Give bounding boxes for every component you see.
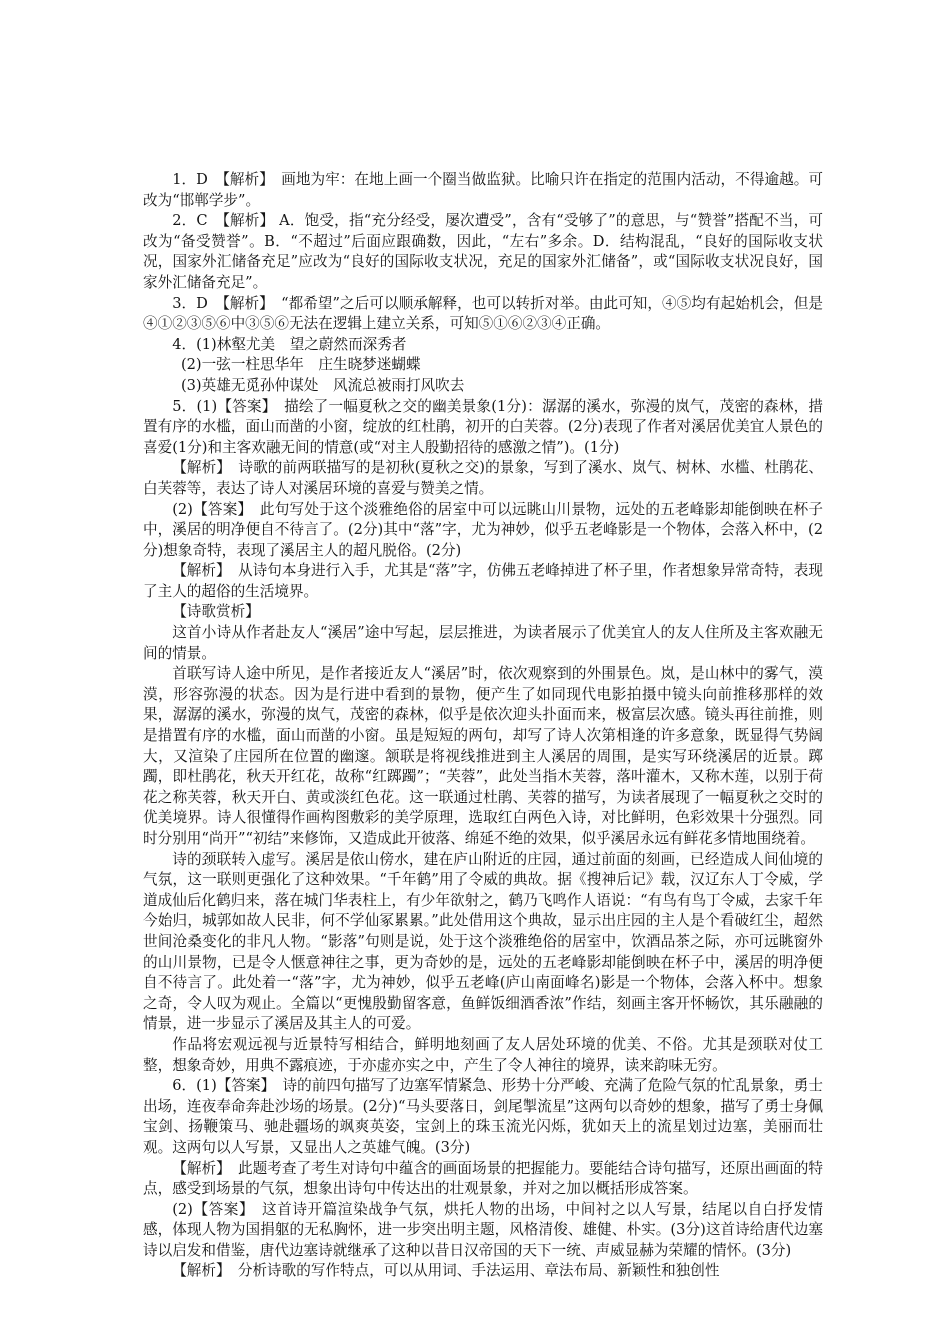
answer-5-1-analysis: 【解析】 诗歌的前两联描写的是初秋(夏秋之交)的景象，写到了溪水、岚气、树林、水槛、杜鹃花、白芙蓉等，表达了诗人对溪居环境的喜爱与赞美之情。: [143, 459, 823, 497]
answer-6-2-analysis: 【解析】 分析诗歌的写作特点，可以从用词、手法运用、章法布局、新颖性和独创性: [172, 1262, 720, 1280]
answer-3: 3．D 【解析】 “都希望”之后可以顺承解释，也可以转折对举。由此可知，④⑤均有起始机会，但是④①②③⑤⑥中③⑤⑥无法在逻辑上建立关系，可知⑤①⑥②③④正确。: [143, 294, 823, 333]
poem-appreciation-heading: 【诗歌赏析】: [172, 603, 260, 621]
answer-6-2: (2)【答案】 这首诗开篇渲染战争气氛，烘托人物的出场，中间衬之以人写景，结尾以自白抒发情感，体现人物为国捐躯的无私胸怀，进一步突出明主题，风格清俊、雄健、朴实。(3分)这首诗给唐代边塞诗以启发和借鉴，唐代边塞诗就继承了这种以昔日汉帝国的天下一统、声威显赫为荣耀的情怀。(3分): [143, 1200, 823, 1259]
answer-4-line-2: (2)一弦一柱思华年 庄生晓梦迷蝴蝶: [180, 356, 421, 374]
answer-5-2-analysis: 【解析】 从诗句本身进行入手，尤其是“落”字，仿佛五老峰掉进了杯子里，作者想象异常奇特，表现了主人的超俗的生活境界。: [143, 562, 823, 600]
appreciation-third-couplet: 诗的颈联转入虚写。溪居是依山傍水，建在庐山附近的庄园，通过前面的刻画，已经造成人间仙境的气氛，这一联则更强化了这种效果。“千年鹤”用了令威的典故。据《搜神后记》载，汉辽东人丁令威，学道成仙后化鹤归来，落在城门华表柱上，有少年欲射之，鹤乃飞鸣作人语说：“有鸟有鸟丁令威，去家千年今始归，城郭如故人民非，何不学仙冢累累。”此处借用这个典故，显示出庄园的主人是个看破红尘，超然世间沧桑变化的非凡人物。“影落”句则是说，处于这个淡雅绝俗的居室中，饮酒品茶之际，亦可远眺窗外的山川景物，已是令人惬意神往之事，更为奇妙的是，远处的五老峰影却能倒映在杯子中，溪居的明净便自不待言了。此处着一“落”字，尤为神妙，似乎五老峰(庐山南面峰名)影是一个物体，会落入杯中。想象之奇，令人叹为观止。全篇以“更愧殷勤留客意，鱼鲜饭细酒香浓”作结，刻画主客开怀畅饮，其乐融融的情景，进一步显示了溪居及其主人的可爱。: [143, 850, 823, 1033]
appreciation-intro: 这首小诗从作者赴友人“溪居”途中写起，层层推进，为读者展示了优美宜人的友人住所及主客欢融无间的情景。: [143, 624, 823, 662]
answer-2: 2．C 【解析】 A．饱受，指“充分经受，屡次遭受”，含有“受够了”的意思，与“赞誉”搭配不当，可改为“备受赞誉”。B．“不超过”后面应跟确数，因此，“左右”多余。D．结构混乱，“良好的国际收支状况，国家外汇储备充足”应改为“良好的国际收支状况，充足的国家外汇储备”，或“国际收支状况良好，国家外汇储备充足”。: [143, 212, 823, 291]
answer-4-line-1: 4．(1)林壑尤美 望之蔚然而深秀者: [172, 335, 407, 353]
answer-5-1: 5．(1)【答案】 描绘了一幅夏秋之交的幽美景象(1分)：潺潺的溪水，弥漫的岚气，茂密的森林，措置有序的水槛，面山而凿的小窗，绽放的红杜鹃，初开的白芙蓉。(2分)表现了作者对溪居优美宜人景色的喜爱(1分)和主客欢融无间的情意(或“对主人殷勤招待的感激之情”)。(1分): [143, 397, 823, 456]
answer-6-1-analysis: 【解析】 此题考查了考生对诗句中蕴含的画面场景的把握能力。要能结合诗句描写，还原出画面的特点，感受到场景的气氛，想象出诗句中传达出的壮观景象，并对之加以概括形成答案。: [143, 1159, 823, 1198]
appreciation-summary: 作品将宏观远视与近景特写相结合，鲜明地刻画了友人居处环境的优美、不俗。尤其是颈联对仗工整，想象奇妙，用典不露痕迹，于亦虚亦实之中，产生了令人神往的境界，读来韵味无穷。: [143, 1035, 823, 1074]
appreciation-first-couplet: 首联写诗人途中所见，是作者接近友人“溪居”时，依次观察到的外围景色。岚，是山林中的雾气，漠漠，形容弥漫的状态。因为是行进中看到的景物，便产生了如同现代电影拍摄中镜头向前推移那样的效果，潺潺的溪水，弥漫的岚气，茂密的森林，似乎是依次迎头扑面而来，极富层次感。镜头再往前推，则是措置有序的水槛，面山而凿的小窗。虽是短短的两句，却写了诗人次第相逢的许多意象，既显得气势阔大，又渲染了庄园所在位置的幽邃。颔联是将视线推进到主人溪居的周围，是实写环绕溪居的近景。踯躅，即杜鹃花，秋天开红花，故称“红踯躅”；“芙蓉”，此处当指木芙蓉，落叶灌木，又称木莲，以别于荷花之称芙蓉，秋天开白、黄或淡红色花。这一联通过杜鹃、芙蓉的描写，为读者展现了一幅夏秋之交时的优美境界。诗人很懂得作画构图敷彩的美学原理，选取红白两色入诗，对比鲜明，色彩效果十分强烈。同时分别用“尚开”“初结”来修饰，又造成此开彼落、绵延不绝的效果，似乎溪居永远有鲜花多情地围绕着。: [143, 665, 823, 847]
answer-1: 1．D 【解析】 画地为牢：在地上画一个圈当做监狱。比喻只许在指定的范围内活动，不得逾越。可改为“邯郸学步”。: [143, 171, 823, 209]
answer-6-1: 6．(1)【答案】 诗的前四句描写了边塞军情紧急、形势十分严峻、充满了危险气氛的忙乱景象，勇士出场，连夜奉命奔赴沙场的场景。(2分)“马头要落日，剑尾掣流星”这两句以奇妙的想象，描写了勇士身佩宝剑、扬鞭策马、驰赴疆场的飒爽英姿，宝剑上的珠玉流光闪烁，犹如天上的流星划过边塞，美丽而壮观。这两句以人写景，又显出人之英雄气魄。(3分): [143, 1077, 823, 1156]
answer-5-2: (2)【答案】 此句写处于这个淡雅绝俗的居室中可以远眺山川景物，远处的五老峰影却能倒映在杯子中，溪居的明净便自不待言了。(2分)其中“落”字，尤为神妙，似乎五老峰影是一个物体，会落入杯中，(2分)想象奇特，表现了溪居主人的超凡脱俗。(2分): [143, 500, 823, 559]
answer-key-document: [143, 170, 823, 1282]
answer-4-line-3: (3)英雄无觅孙仲谋处 风流总被雨打风吹去: [180, 376, 465, 394]
